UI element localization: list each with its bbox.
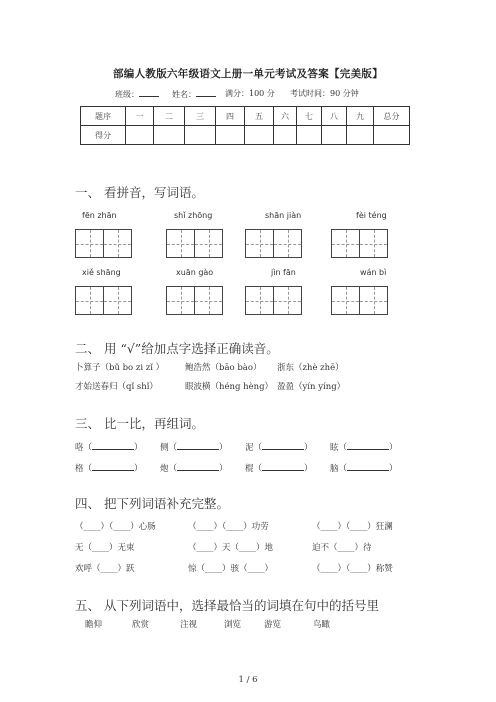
score-cell — [297, 126, 322, 145]
compare-item: 棍（ ） — [245, 461, 313, 474]
writing-box[interactable] — [103, 229, 132, 258]
score-cell — [126, 126, 154, 145]
reading-item: 盈盈（yín yíng） — [277, 382, 346, 392]
score-cell — [154, 126, 185, 145]
pinyin: xuān gào — [176, 268, 214, 277]
score-cell — [322, 126, 347, 145]
score-cell — [216, 126, 245, 145]
header-cell: 九 — [347, 107, 374, 126]
score-cell — [245, 126, 274, 145]
word-option: 注视 — [180, 620, 198, 630]
score-cell — [274, 126, 297, 145]
writing-box[interactable] — [194, 229, 223, 258]
score-table — [80, 106, 410, 145]
section1-heading: 一、 看拼音，写词语。 — [75, 185, 204, 200]
section2-heading: 二、 用 “√”给加点字选择正确读音。 — [75, 341, 279, 356]
idiom-item: 无（____）无束 — [75, 543, 135, 553]
writing-box[interactable] — [166, 286, 195, 315]
score-cell — [374, 126, 410, 145]
reading-item: 浙东（zhè zhē） — [277, 363, 344, 373]
reading-item: 鲍浩然（bāo bào） — [185, 363, 262, 373]
header-cell: 六 — [274, 107, 297, 126]
writing-box[interactable] — [194, 286, 223, 315]
writing-box[interactable] — [103, 286, 132, 315]
compare-item: 咯（ ） — [75, 440, 143, 453]
compare-item: 脑（ ） — [330, 461, 398, 474]
score-cell — [185, 126, 216, 145]
document-title: 部编人教版六年级语文上册一单元考试及答案【完美版】 — [113, 68, 383, 80]
word-option: 游览 — [264, 620, 282, 630]
writing-box[interactable] — [273, 286, 302, 315]
writing-box[interactable] — [166, 229, 195, 258]
pinyin: xiě shāng — [82, 268, 121, 277]
idiom-item: （____）（____）狂澜 — [312, 522, 393, 532]
idiom-item: 惊（____）骇（____） — [188, 564, 274, 574]
idiom-item: 欢呼（____）跃 — [75, 564, 135, 574]
reading-item: 眼波横（héng hèng） — [185, 382, 274, 392]
compare-item: 格（ ） — [75, 461, 143, 474]
header-cell: 一 — [126, 107, 154, 126]
reading-item: 才始送春归（qǐ shǐ） — [75, 382, 158, 392]
idiom-item: （____）（____）称赞 — [312, 564, 393, 574]
compare-item: 眩（ ） — [330, 440, 398, 453]
word-option: 浏览 — [224, 620, 242, 630]
score-table-score-row — [81, 126, 410, 145]
header-cell: 七 — [297, 107, 322, 126]
pinyin: wán bì — [360, 268, 387, 277]
full-score-label: 满分：100 分 — [225, 89, 275, 98]
writing-box[interactable] — [331, 229, 360, 258]
pinyin: shān jiàn — [265, 211, 302, 220]
header-cell: 八 — [322, 107, 347, 126]
pinyin: shǐ zhōng — [174, 211, 213, 220]
compare-item: 炮（ ） — [160, 461, 228, 474]
header-cell: 三 — [185, 107, 216, 126]
pinyin: fēn zhān — [82, 211, 117, 220]
pinyin: fèi téng — [356, 211, 387, 220]
pinyin: jìn fān — [271, 268, 296, 277]
idiom-item: 迫不（____）待 — [312, 543, 372, 553]
header-cell: 题序 — [81, 107, 126, 126]
writing-box[interactable] — [359, 229, 388, 258]
score-cell — [347, 126, 374, 145]
writing-box[interactable] — [359, 286, 388, 315]
word-option: 欣赏 — [132, 620, 150, 630]
exam-time-label: 考试时间：90 分钟 — [290, 89, 359, 98]
writing-box[interactable] — [245, 286, 274, 315]
section5-heading: 五、 从下列词语中，选择最恰当的词填在句中的括号里 — [75, 598, 379, 613]
idiom-item: （____）（____）心肠 — [75, 522, 156, 532]
header-cell: 二 — [154, 107, 185, 126]
idiom-item: （____）（____）功劳 — [188, 522, 269, 532]
writing-box[interactable] — [331, 286, 360, 315]
name-label: 姓名： — [172, 88, 216, 100]
word-option: 鸟瞰 — [313, 620, 331, 630]
header-cell: 四 — [216, 107, 245, 126]
section4-heading: 四、 把下列词语补充完整。 — [75, 496, 229, 511]
word-option: 瞻仰 — [85, 620, 103, 630]
page-number: 1 / 6 — [238, 675, 258, 685]
header-cell: 总分 — [374, 107, 410, 126]
score-table-header-row — [81, 107, 410, 126]
writing-box[interactable] — [75, 286, 104, 315]
compare-item: 侧（ ） — [160, 440, 228, 453]
section3-heading: 三、 比一比，再组词。 — [75, 416, 204, 431]
score-row-label: 得分 — [81, 126, 126, 145]
idiom-item: （____）天（____）地 — [188, 543, 274, 553]
header-cell: 五 — [245, 107, 274, 126]
writing-box[interactable] — [75, 229, 104, 258]
class-label: 班级： — [115, 88, 159, 100]
compare-item: 泥（ ） — [245, 440, 313, 453]
reading-item: 卜算子（bǔ bo zi zǐ ） — [75, 363, 165, 373]
writing-box[interactable] — [245, 229, 274, 258]
writing-box[interactable] — [273, 229, 302, 258]
